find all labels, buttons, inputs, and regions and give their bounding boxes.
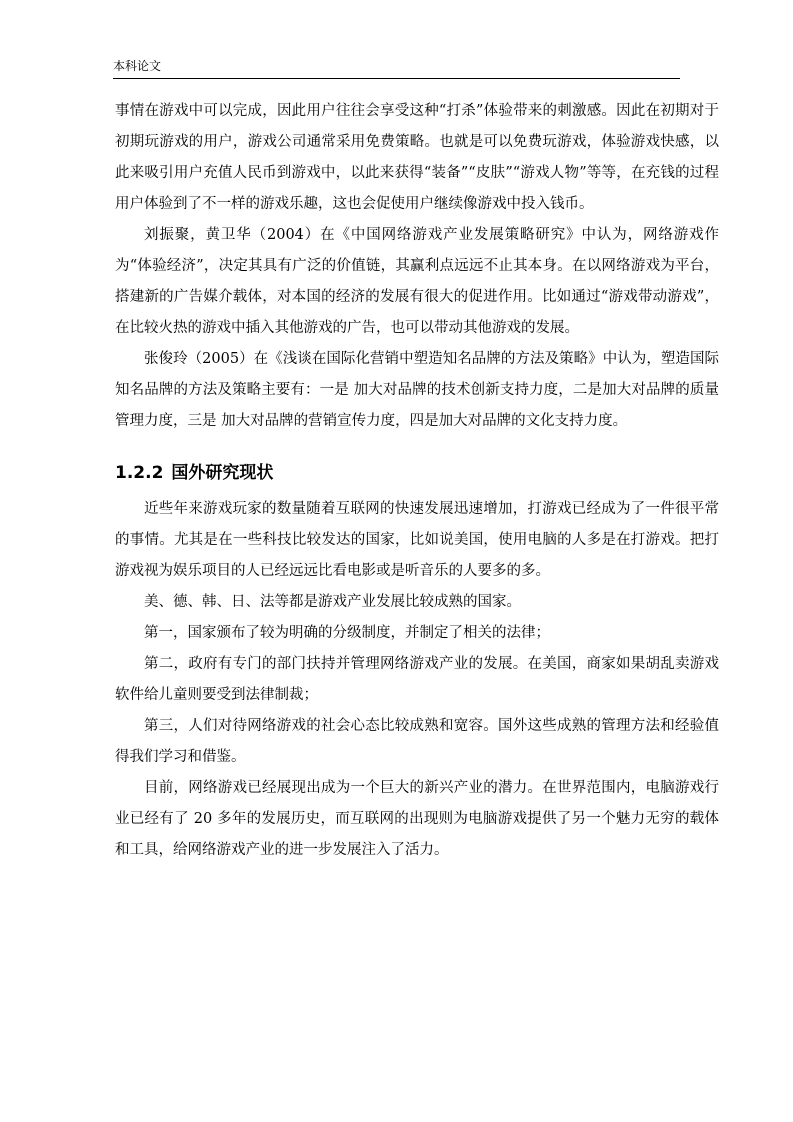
paragraph: 事情在游戏中可以完成，因此用户往往会享受这种“打杀”体验带来的刺激感。因此在初期对于初期玩游戏的用户，游戏公司通常采用免费策略。也就是可以免费玩游戏，体验游戏快感，以此来吸引用户充值人民币到游戏中，以此来获得“装备”“皮肤”“游戏人物”等等，在充钱的过程用户体验到了不一样的游戏乐趣，这也会促使用户继续像游戏中投入钱币。 <box>115 103 719 212</box>
paragraph: 近些年来游戏玩家的数量随着互联网的快速发展迅速增加，打游戏已经成为了一件很平常的事情。尤其是在一些科技比较发达的国家，比如说美国，使用电脑的人多是在打游戏。把打游戏视为娱乐项目的人已经远远比看电影或是听音乐的人要多的多。 <box>115 501 719 579</box>
paragraph: 美、德、韩、日、法等都是游戏产业发展比较成熟的国家。 <box>144 594 521 610</box>
paragraph: 张俊玲（2005）在《浅谈在国际化营销中塑造知名品牌的方法及策略》中认为，塑造国际知名品牌的方法及策略主要有：一是 加大对品牌的技术创新支持力度，二是加大对品牌的质量管理力度，三是 加大对品牌的营销宣传力度，四是加大对品牌的文化支持力度。 <box>115 351 719 429</box>
section-heading <box>115 437 719 494</box>
page-body <box>115 96 719 866</box>
header-title: 本科论文 <box>113 59 162 73</box>
section-number: 1.2.2 <box>115 463 164 483</box>
paragraph: 第一，国家颁布了较为明确的分级制度，并制定了相关的法律； <box>144 625 550 641</box>
paragraph: 第二，政府有专门的部门扶持并管理网络游戏产业的发展。在美国，商家如果胡乱卖游戏软件给儿童则要受到法律制裁； <box>115 656 719 703</box>
page-header <box>113 58 680 79</box>
paragraph: 第三，人们对待网络游戏的社会心态比较成熟和宽容。国外这些成熟的管理方法和经验值得我们学习和借鉴。 <box>115 718 719 765</box>
paragraph: 目前，网络游戏已经展现出成为一个巨大的新兴产业的潜力。在世界范围内，电脑游戏行业已经有了 20 多年的发展历史，而互联网的出现则为电脑游戏提供了另一个魅力无穷的载体和工具，给网络游戏产业的进一步发展注入了活力。 <box>115 780 719 858</box>
paragraph: 刘振聚，黄卫华（2004）在《中国网络游戏产业发展策略研究》中认为，网络游戏作为“体验经济”，决定其具有广泛的价值链，其赢利点远远不止其本身。在以网络游戏为平台，搭建新的广告媒介载体，对本国的经济的发展有很大的促进作用。比如通过“游戏带动游戏”，在比较火热的游戏中插入其他游戏的广告，也可以带动其他游戏的发展。 <box>115 227 719 336</box>
section-title: 国外研究现状 <box>171 463 274 483</box>
